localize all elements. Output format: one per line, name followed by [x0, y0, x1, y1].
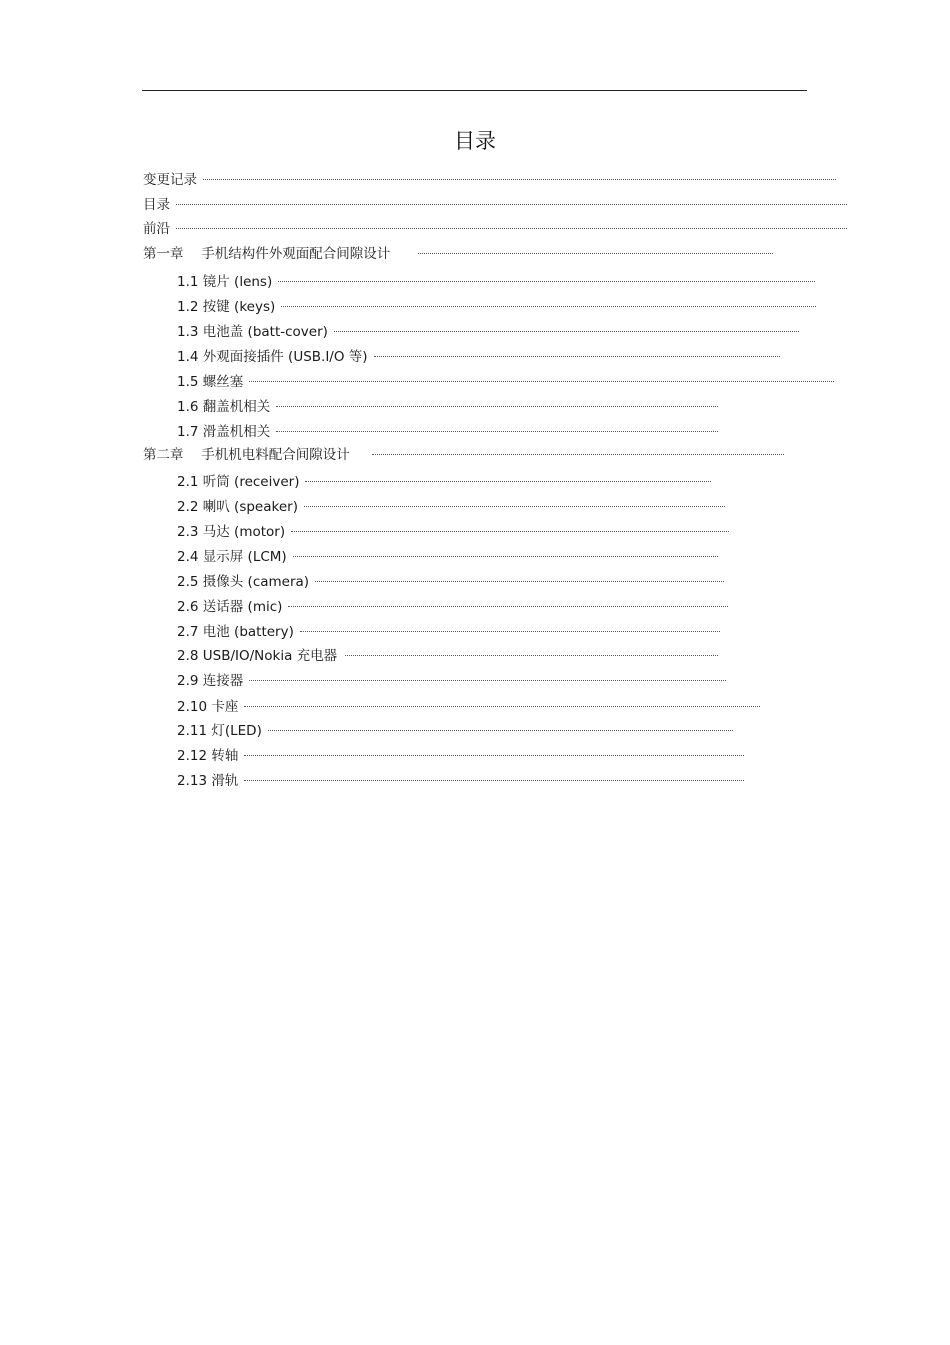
dot-leader [334, 331, 799, 332]
toc-entry[interactable] [177, 370, 834, 390]
toc-entry[interactable] [177, 295, 816, 315]
dot-leader [276, 431, 718, 432]
dot-leader [304, 506, 725, 507]
toc-entry[interactable] [177, 595, 728, 615]
dot-leader [372, 454, 784, 455]
toc-entry[interactable] [177, 620, 720, 640]
toc-entry-label: 变更记录 [143, 172, 197, 188]
toc-entry-label: 目录 [143, 197, 170, 213]
toc-entry-label: 2.10 卡座 [177, 699, 239, 715]
toc-entry-label: 2.5 摄像头 (camera) [177, 574, 310, 590]
toc-entry-label: 2.13 滑轨 [177, 773, 239, 789]
toc-entry[interactable] [177, 270, 815, 290]
dot-leader [244, 755, 744, 756]
toc-entry[interactable] [177, 395, 718, 415]
toc-entry[interactable] [177, 320, 799, 340]
dot-leader [281, 306, 816, 307]
header-rule [142, 90, 807, 91]
dot-leader [345, 655, 718, 656]
toc-entry[interactable] [177, 470, 711, 490]
toc-entry-label: 2.6 送话器 (mic) [177, 599, 283, 615]
toc-entry[interactable] [177, 744, 744, 764]
dot-leader [374, 356, 780, 357]
dot-leader [288, 606, 728, 607]
dot-leader [268, 730, 733, 731]
toc-entry[interactable] [177, 420, 718, 440]
toc-entry-label: 2.4 显示屏 (LCM) [177, 549, 287, 565]
dot-leader [278, 281, 815, 282]
toc-entry[interactable] [177, 669, 726, 689]
toc-entry-label: 2.11 灯(LED) [177, 723, 262, 739]
toc-entry-label: 2.8 USB/IO/Nokia 充电器 [177, 648, 338, 664]
dot-leader [300, 631, 720, 632]
toc-entry[interactable] [177, 520, 729, 540]
toc-entry-label: 2.12 转轴 [177, 748, 239, 764]
dot-leader [203, 179, 836, 180]
toc-entry[interactable] [177, 570, 724, 590]
toc-entry[interactable] [143, 193, 847, 213]
page-title: 目录 [454, 129, 496, 153]
toc-entry[interactable] [177, 769, 744, 789]
toc-entry-label: 1.2 按键 (keys) [177, 299, 276, 315]
toc-entry[interactable] [177, 345, 780, 365]
dot-leader [418, 253, 773, 254]
dot-leader [305, 481, 711, 482]
toc-entry-label: 第一章 手机结构件外观面配合间隙设计 [143, 246, 391, 262]
toc-entry[interactable] [177, 495, 725, 515]
dot-leader [249, 680, 726, 681]
toc-entry[interactable] [143, 217, 847, 237]
toc-entry-label: 2.1 听筒 (receiver) [177, 474, 300, 490]
toc-entry-label: 1.4 外观面接插件 (USB.I/O 等) [177, 349, 368, 365]
toc-entry[interactable] [143, 242, 773, 262]
toc-entry-label: 1.5 螺丝塞 [177, 374, 244, 390]
dot-leader [244, 780, 744, 781]
toc-entry-label: 第二章 手机机电料配合间隙设计 [143, 447, 350, 463]
dot-leader [291, 531, 729, 532]
dot-leader [176, 204, 847, 205]
toc-entry-label: 1.1 镜片 (lens) [177, 274, 273, 290]
toc-entry[interactable] [143, 168, 836, 188]
dot-leader [315, 581, 724, 582]
toc-entry[interactable] [177, 644, 718, 664]
toc-entry-label: 1.3 电池盖 (batt-cover) [177, 324, 328, 340]
toc-entry[interactable] [177, 695, 760, 715]
toc-entry[interactable] [143, 443, 784, 463]
toc-entry-label: 前沿 [143, 221, 170, 237]
dot-leader [276, 406, 718, 407]
toc-entry-label: 2.3 马达 (motor) [177, 524, 286, 540]
toc-entry-label: 1.7 滑盖机相关 [177, 424, 271, 440]
toc-entry-label: 1.6 翻盖机相关 [177, 399, 271, 415]
dot-leader [244, 706, 760, 707]
toc-entry-label: 2.9 连接器 [177, 673, 244, 689]
toc-entry[interactable] [177, 545, 718, 565]
dot-leader [176, 228, 847, 229]
toc-entry-label: 2.2 喇叭 (speaker) [177, 499, 298, 515]
toc-entry-label: 2.7 电池 (battery) [177, 624, 294, 640]
toc-entry[interactable] [177, 719, 733, 739]
dot-leader [249, 381, 834, 382]
dot-leader [293, 556, 718, 557]
